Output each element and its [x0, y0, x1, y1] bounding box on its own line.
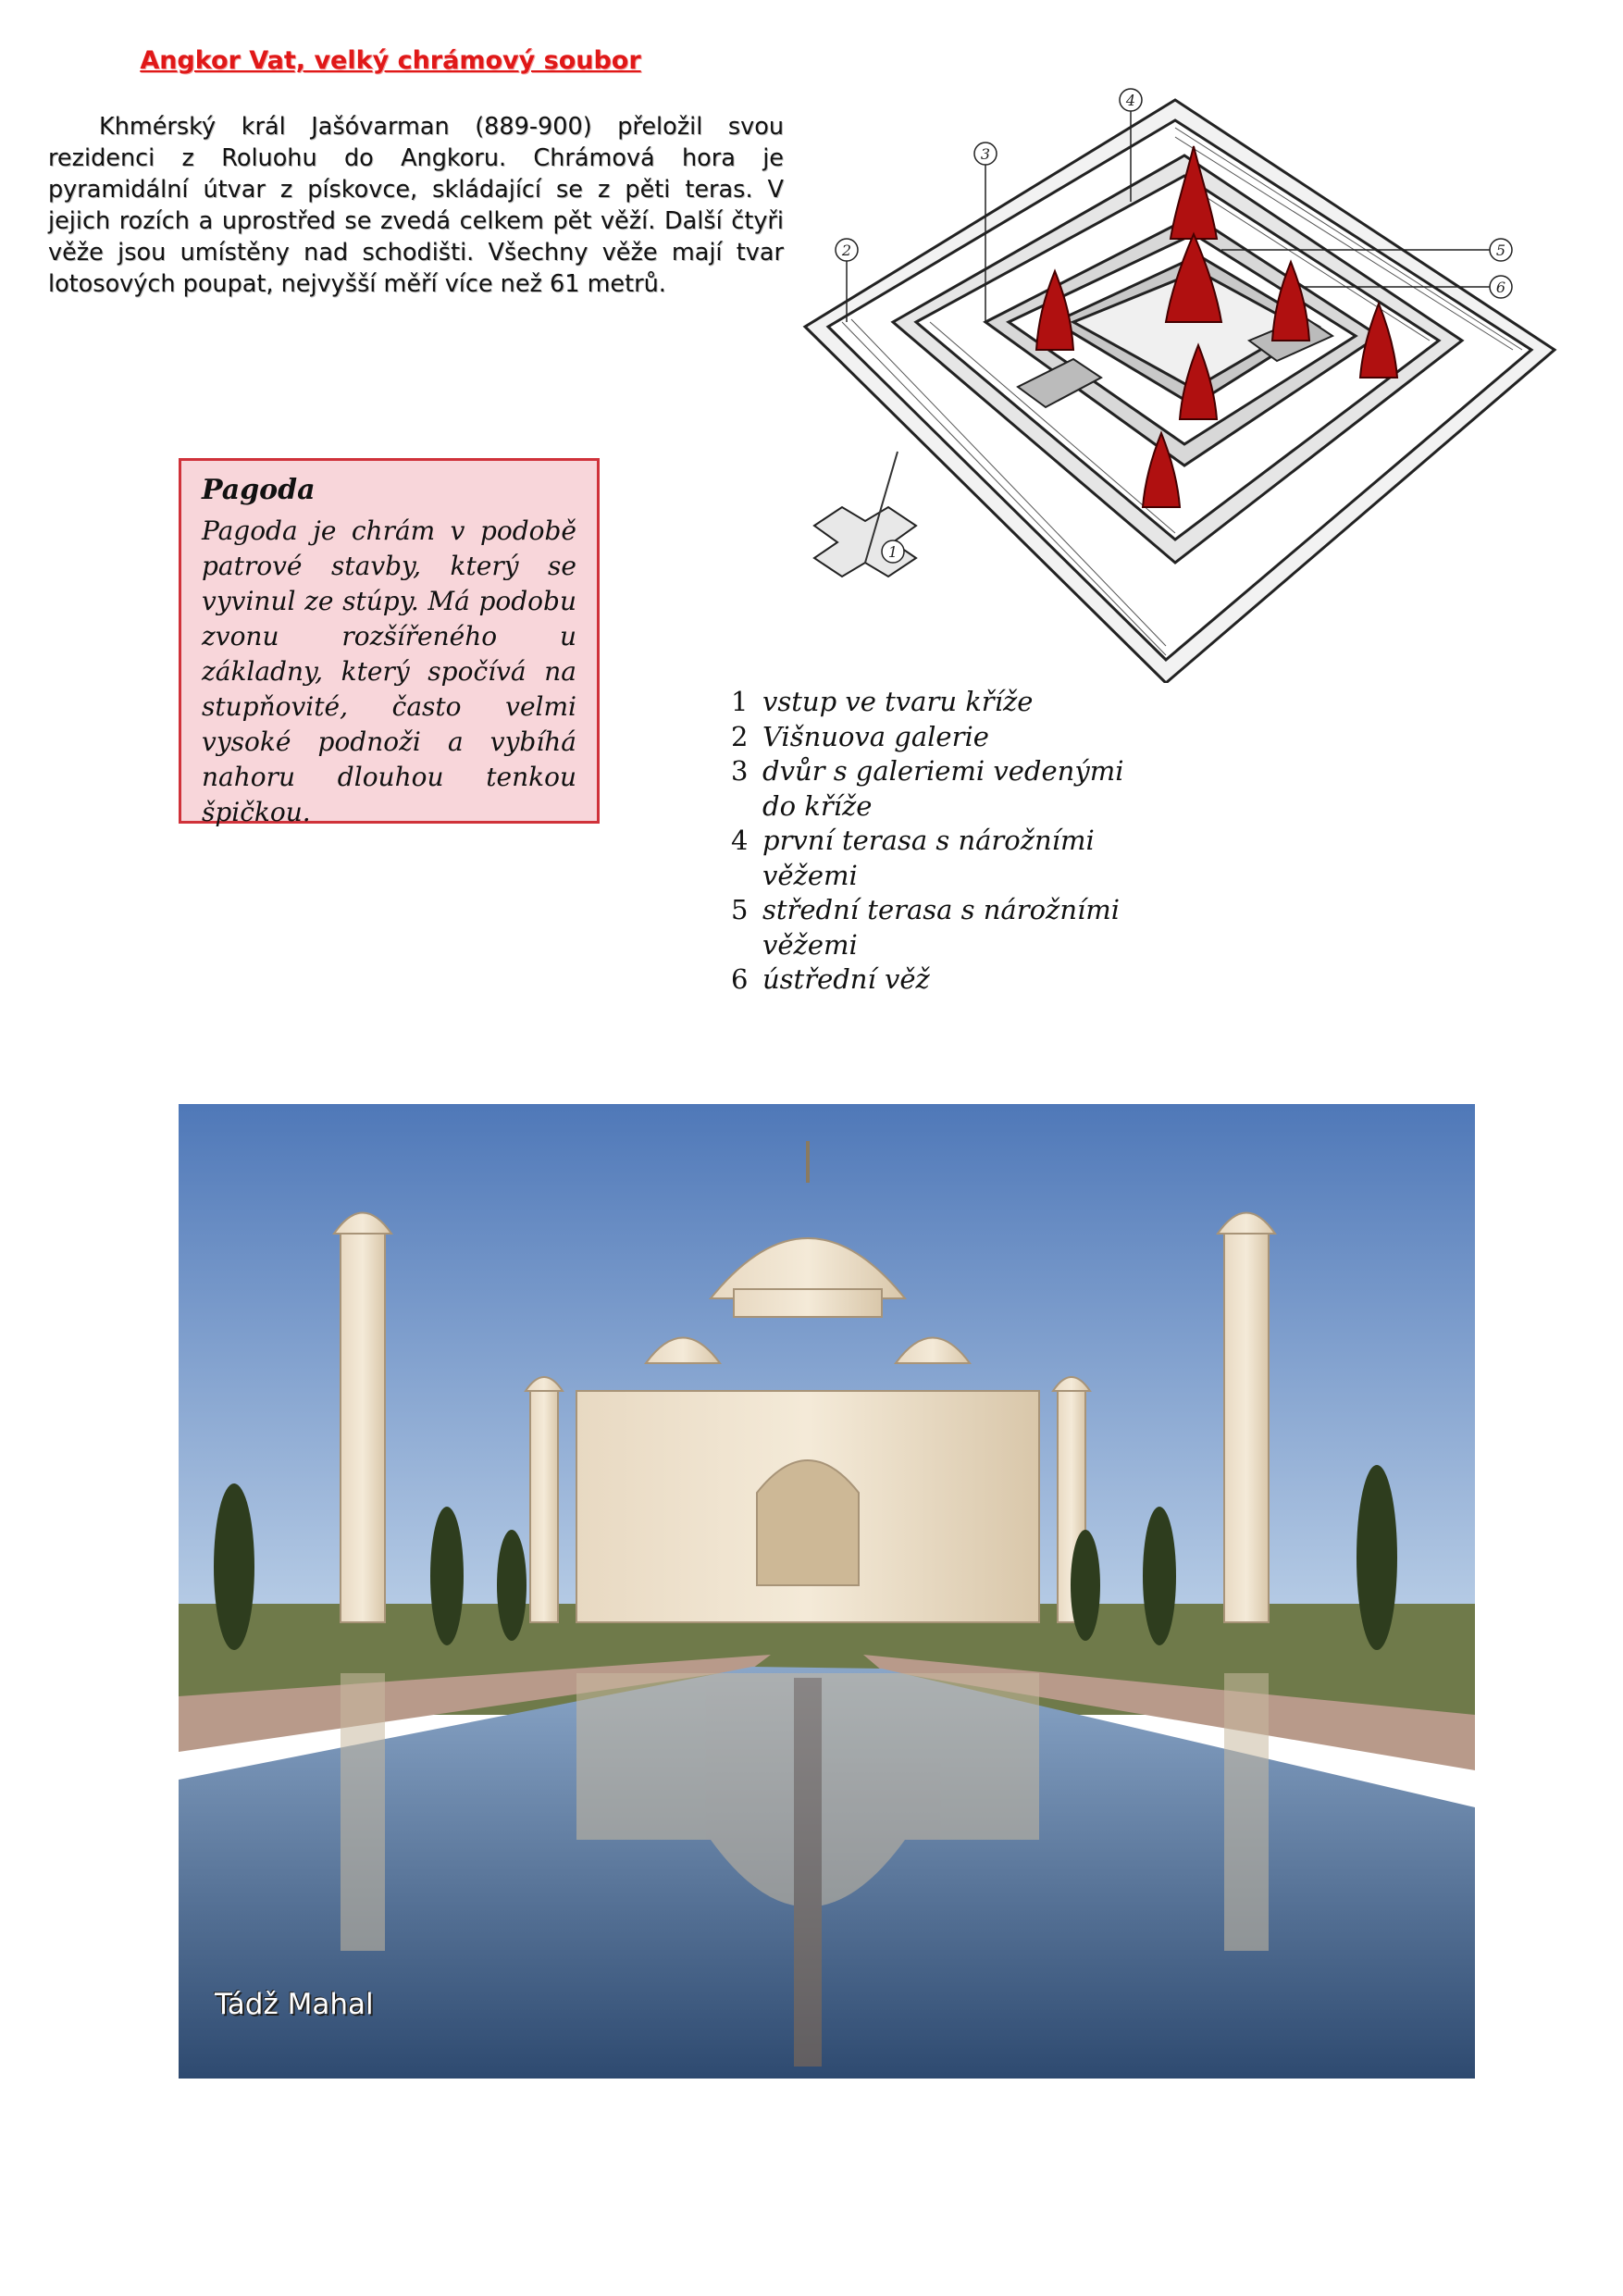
legend-label: dvůr s galeriemi vedenými do kříže [762, 755, 1124, 822]
legend-number: 3 [731, 755, 749, 787]
page-title: Angkor Vat, velký chrámový soubor [140, 46, 641, 75]
legend-item [731, 754, 1147, 824]
legend-label: vstup ve tvaru kříže [762, 686, 1034, 717]
pagoda-heading: Pagoda [202, 474, 316, 506]
photo-caption: Tádž Mahal [215, 1988, 374, 2021]
legend-item [731, 685, 1147, 720]
callout-5: 5 [1495, 242, 1506, 259]
legend-label: střední terasa s nárožními věžemi [762, 894, 1121, 961]
legend-number: 1 [731, 686, 749, 717]
callout-6: 6 [1495, 279, 1506, 296]
legend-number: 6 [731, 963, 749, 995]
legend-item [731, 962, 1147, 998]
legend-number: 5 [731, 894, 749, 925]
callout-3: 3 [980, 145, 991, 163]
legend-number: 2 [731, 720, 749, 752]
diagram-legend [731, 685, 1147, 998]
legend-number: 4 [731, 825, 749, 856]
callout-2: 2 [841, 242, 852, 259]
callout-1: 1 [887, 543, 898, 561]
legend-item [731, 824, 1147, 893]
intro-paragraph: Khmérský král Jašóvarman (889-900) přeložil svou rezidenci z Roluohu do Angkoru. Chrámová hora je pyramidální útvar z pískovce, skládající se z pěti teras. V jejich rozích a uprostřed se zvedá celkem pět věží. Další čtyři věže jsou umístěny nad schodišti. Všechny věže mají tvar lotosových poupat, nejvyšší měří více než 61 metrů. [48, 113, 784, 298]
enclosure-walls [805, 100, 1555, 683]
legend-label: první terasa s nárožními věžemi [762, 825, 1095, 891]
legend-label: Višnuova galerie [762, 720, 989, 752]
legend-label: ústřední věž [762, 963, 930, 995]
pagoda-info-box [179, 458, 600, 827]
callout-4: 4 [1125, 92, 1136, 109]
pagoda-text: Pagoda je chrám v podobě patrové stavby, který se vyvinul ze stúpy. Má podobu zvonu rozšířeného u základny, který spočívá na stupňovité, často velmi vysoké podnoži a vybíhá nahoru dlouhou tenkou špičkou. [202, 515, 576, 827]
legend-item [731, 893, 1147, 962]
legend-item [731, 720, 1147, 755]
angkor-wat-diagram [787, 44, 1573, 683]
taj-mahal-photo [179, 1104, 1475, 2079]
